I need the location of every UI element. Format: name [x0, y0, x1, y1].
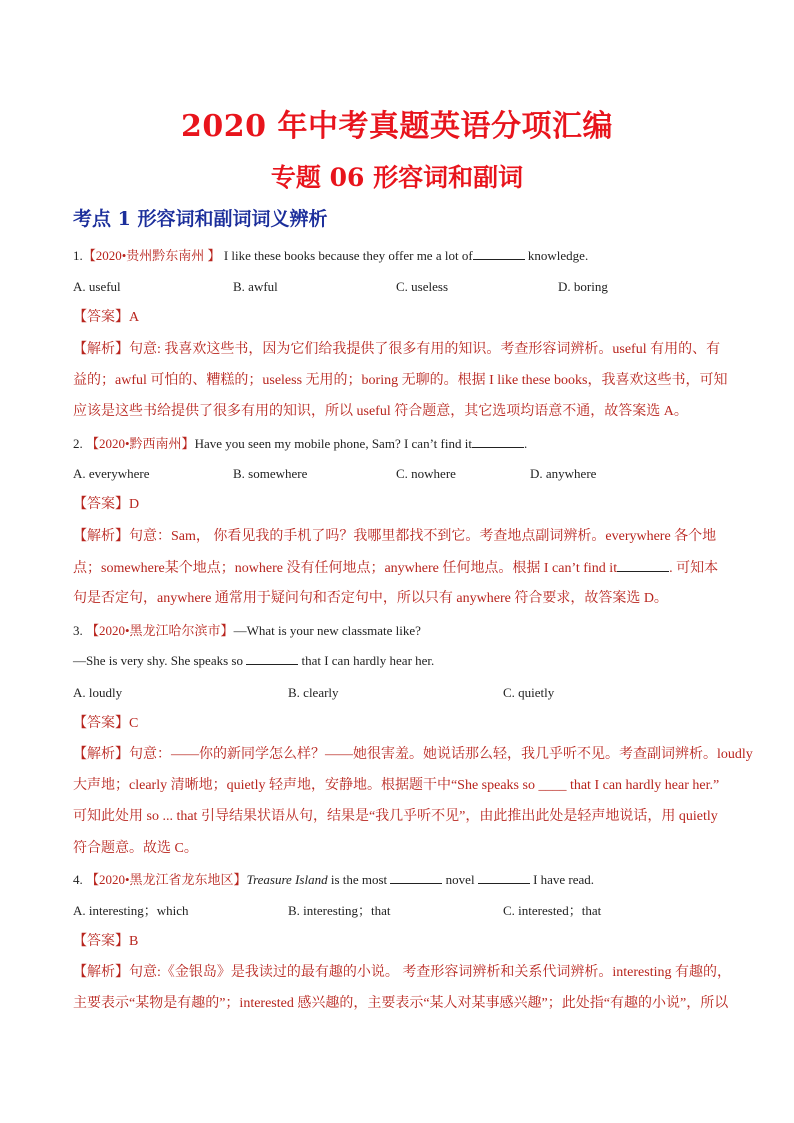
question-number: 2.: [73, 436, 83, 451]
question-source: 【2020•黑龙江哈尔滨市】: [86, 623, 234, 638]
document-title: 2020 年中考真题英语分项汇编: [181, 109, 613, 144]
question-source: 【2020•贵州黔东南州 】: [82, 248, 221, 263]
answer-blank: [478, 870, 530, 884]
answer-blank: [473, 246, 525, 260]
option-a: A. loudly: [73, 685, 123, 700]
answer-label: 【答案】: [73, 716, 129, 731]
section-heading: 考点 1 形容词和副词词义辨析: [73, 208, 328, 230]
answer-line: [73, 495, 139, 515]
question-source: 【2020•黑龙江省龙东地区】: [86, 872, 247, 887]
analysis-line: 点；somewhere某个地点；nowhere 没有任何地点；anywhere 任何地点。根据 I can’t find it . 可知本: [73, 558, 718, 579]
analysis-line: 【解析】句意：——你的新同学怎么样？——她很害羞。她说话那么轻，我几乎听不见。考查副词辨析。loudly: [73, 747, 753, 762]
option-c: C. quietly: [503, 685, 555, 700]
answer-line: [73, 308, 139, 328]
option-b: B. clearly: [288, 685, 339, 700]
analysis-line: 符合题意。故选 C。: [73, 841, 198, 856]
answer-value: D: [129, 497, 140, 512]
analysis-line: 大声地；clearly 清晰地；quietly 轻声地，安静地。根据题干中“She speaks so ____ that I can hardly hear her.”: [73, 778, 720, 793]
question-3-response: —She is very shy. She speaks so that I can hardly hear her.: [73, 653, 435, 668]
document-subtitle: 专题 06 形容词和副词: [270, 163, 524, 192]
answer-blank: [472, 434, 524, 448]
question-number: 4.: [73, 872, 83, 887]
answer-value: B: [129, 934, 139, 949]
answer-label: 【答案】: [73, 934, 129, 949]
question-2-stem: 2. 【2020•黔西南州】Have you seen my mobile phone, Sam? I can’t find it .: [73, 436, 528, 451]
answer-blank: [246, 651, 298, 665]
answer-line: [73, 932, 138, 952]
analysis-label: 【解析】: [73, 342, 129, 357]
question-3-stem: [73, 621, 421, 641]
answer-value: C: [129, 716, 139, 731]
analysis-line: 【解析】句意:《金银岛》是我读过的最有趣的小说。 考查形容词辨析和关系代词辨析。interesting 有趣的，: [73, 965, 731, 980]
book-title: Treasure Island: [246, 872, 328, 887]
option-d: D. anywhere: [530, 466, 597, 481]
answer-blank: [617, 558, 669, 572]
question-text: —What is your new classmate like?: [233, 623, 421, 638]
analysis-line: 可知此处用 so ... that 引导结果状语从句，结果是“我几乎听不见”，由此推出此处是轻声地说话，用 quietly: [73, 809, 718, 824]
question-text: I like these books because they offer me a lot of: [220, 248, 473, 263]
question-number: 3.: [73, 623, 83, 638]
question-source: 【2020•黔西南州】: [86, 436, 195, 451]
answer-label: 【答案】: [73, 310, 129, 325]
question-1-stem: [73, 246, 588, 266]
option-a: A. useful: [73, 279, 121, 294]
question-text: knowledge.: [524, 248, 589, 263]
option-d: D. boring: [558, 279, 608, 294]
analysis-line: 【解析】句意: 我喜欢这些书，因为它们给我提供了很多有用的知识。考查形容词辨析。useful 有用的、有: [73, 342, 721, 357]
option-c: C. nowhere: [396, 466, 456, 481]
option-c: C. useless: [396, 279, 448, 294]
question-number: 1.: [73, 248, 83, 263]
analysis-label: 【解析】: [73, 529, 129, 544]
analysis-line: 【解析】句意：Sam， 你看见我的手机了吗？我哪里都找不到它。考查地点副词辨析。everywhere 各个地: [73, 529, 717, 544]
option-b: B. interesting；that: [288, 903, 391, 918]
option-c: C. interested；that: [503, 903, 602, 918]
answer-blank: [390, 870, 442, 884]
option-a: A. interesting；which: [73, 903, 189, 918]
option-a: A. everywhere: [73, 466, 150, 481]
answer-value: A: [129, 310, 140, 325]
answer-label: 【答案】: [73, 497, 129, 512]
analysis-line: 应该是这些书给提供了很多有用的知识，所以 useful 符合题意，其它选项均语意不通，故答案选 A。: [73, 404, 688, 419]
analysis-line: 益的；awful 可怕的、糟糕的；useless 无用的；boring 无聊的。根据 I like these books，我喜欢这些书，可知: [73, 373, 728, 388]
answer-line: [73, 714, 138, 734]
question-text: Have you seen my mobile phone, Sam? I can’t find it: [194, 436, 472, 451]
option-b: B. somewhere: [233, 466, 308, 481]
analysis-label: 【解析】: [73, 965, 129, 980]
question-4-stem: 4. 【2020•黑龙江省龙东地区】Treasure Island is the most novel I have read.: [73, 872, 595, 887]
analysis-line: 句是否定句，anywhere 通常用于疑问句和否定句中，所以只有 anywhere 符合要求，故答案选 D。: [73, 591, 668, 606]
option-b: B. awful: [233, 279, 278, 294]
analysis-label: 【解析】: [73, 747, 129, 762]
analysis-line: 主要表示“某物是有趣的”；interested 感兴趣的，主要表示“某人对某事感兴趣”；此处指“有趣的小说”，所以: [73, 996, 729, 1011]
